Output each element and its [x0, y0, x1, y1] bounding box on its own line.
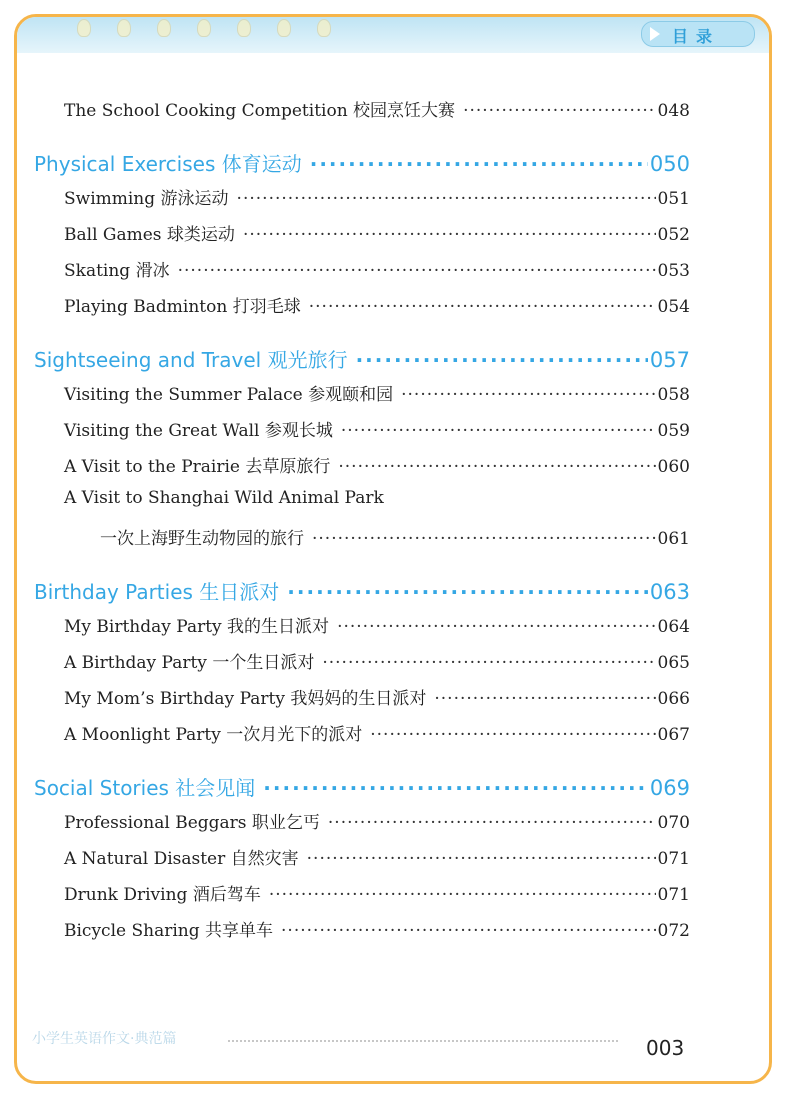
toc-badge-label: 目录	[672, 27, 721, 46]
toc-leader-dots	[401, 385, 655, 405]
toc-entry	[64, 452, 690, 477]
toc-page-number: 067	[657, 725, 690, 745]
toc-badge	[641, 21, 755, 47]
toc-entry-title: 一次上海野生动物园的旅行	[100, 529, 304, 549]
toc-entry-title: A Birthday Party 一个生日派对	[64, 653, 315, 673]
toc-entry	[64, 720, 690, 745]
toc-entry	[64, 612, 690, 637]
toc-entry-title: Visiting the Great Wall 参观长城	[64, 421, 333, 441]
toc-section-title: Sightseeing and Travel 观光旅行	[34, 348, 348, 372]
bulb-icon	[277, 19, 291, 37]
toc-entry	[64, 380, 690, 405]
toc-page-number: 057	[649, 348, 690, 372]
toc-section	[34, 148, 690, 177]
toc-entry-title: Visiting the Summer Palace 参观颐和园	[64, 385, 394, 405]
toc-page-number: 058	[657, 385, 690, 405]
toc-leader-dots	[269, 885, 656, 905]
toc-entry-title: A Natural Disaster 自然灾害	[64, 849, 299, 869]
toc-entry	[100, 524, 690, 549]
toc-page-number: 072	[657, 921, 690, 941]
toc-entry	[64, 292, 690, 317]
toc-page-number: 060	[657, 457, 690, 477]
toc-leader-dots	[309, 297, 656, 317]
toc-leader-dots	[263, 776, 648, 800]
toc-section	[34, 772, 690, 801]
toc-page-number: 069	[649, 776, 690, 800]
toc-leader-dots	[463, 101, 655, 121]
toc-entry	[64, 916, 690, 941]
toc-entry	[64, 256, 690, 281]
bulb-icon	[117, 19, 131, 37]
toc-entry	[64, 416, 690, 441]
toc-leader-dots	[307, 849, 656, 869]
toc-leader-dots	[356, 348, 648, 372]
toc-page-number: 063	[649, 580, 690, 604]
arrow-icon	[650, 27, 660, 41]
toc-page-number: 061	[657, 529, 690, 549]
bulb-icon	[157, 19, 171, 37]
toc-entry-title: Swimming 游泳运动	[64, 189, 229, 209]
toc-leader-dots	[434, 689, 655, 709]
toc-leader-dots	[312, 529, 656, 549]
footer-page-number: 003	[646, 1036, 685, 1060]
toc-page-number: 064	[657, 617, 690, 637]
toc-entry-title: Playing Badminton 打羽毛球	[64, 297, 301, 317]
toc-entry-title: The School Cooking Competition 校园烹饪大赛	[64, 101, 456, 121]
toc-leader-dots	[243, 225, 656, 245]
toc-leader-dots	[310, 152, 648, 176]
toc-entry-title: Bicycle Sharing 共享单车	[64, 921, 274, 941]
toc-entry	[64, 844, 690, 869]
toc-page-number: 051	[657, 189, 690, 209]
toc-entry	[64, 684, 690, 709]
toc-section	[34, 576, 690, 605]
toc-entry	[64, 96, 690, 121]
toc-entry-title: My Birthday Party 我的生日派对	[64, 617, 330, 637]
bulb-icon	[237, 19, 251, 37]
toc-leader-dots	[338, 457, 655, 477]
toc-page-number: 071	[657, 885, 690, 905]
toc-leader-dots	[281, 921, 656, 941]
toc-page-number: 066	[657, 689, 690, 709]
toc-entry	[64, 880, 690, 905]
bulb-icon	[77, 19, 91, 37]
toc-page-number: 059	[657, 421, 690, 441]
toc-entry-title: Drunk Driving 酒后驾车	[64, 885, 261, 905]
toc-page-number: 054	[657, 297, 690, 317]
toc-leader-dots	[237, 189, 656, 209]
bulb-icon	[317, 19, 331, 37]
toc-page-number: 053	[657, 261, 690, 281]
toc-entry-title: A Visit to the Prairie 去草原旅行	[64, 457, 331, 477]
toc-page-number: 048	[657, 101, 690, 121]
toc-leader-dots	[322, 653, 655, 673]
toc-entry	[64, 808, 690, 833]
toc-section	[34, 344, 690, 373]
toc-leader-dots	[337, 617, 655, 637]
toc-page-number: 065	[657, 653, 690, 673]
footer-book-title: 小学生英语作文·典范篇	[32, 1031, 177, 1047]
toc-entry-title: A Moonlight Party 一次月光下的派对	[64, 725, 363, 745]
toc-entry-title: Ball Games 球类运动	[64, 225, 235, 245]
toc-entry-title: Skating 滑冰	[64, 261, 170, 281]
toc-section-title: Physical Exercises 体育运动	[34, 152, 302, 176]
toc-section-title: Birthday Parties 生日派对	[34, 580, 280, 604]
toc-page-number: 070	[657, 813, 690, 833]
toc-entry	[64, 648, 690, 673]
toc-entry-title: Professional Beggars 职业乞丐	[64, 813, 320, 833]
toc-entry-title-line: A Visit to Shanghai Wild Animal Park	[64, 488, 384, 508]
toc-leader-dots	[178, 261, 656, 281]
toc-page-number: 071	[657, 849, 690, 869]
bulb-icon	[197, 19, 211, 37]
toc-page-number: 052	[657, 225, 690, 245]
toc-leader-dots	[287, 580, 648, 604]
toc-entry-title: My Mom’s Birthday Party 我妈妈的生日派对	[64, 689, 427, 709]
toc-entry	[64, 220, 690, 245]
toc-leader-dots	[328, 813, 656, 833]
toc-entry	[64, 184, 690, 209]
header-band	[17, 17, 769, 53]
toc-leader-dots	[341, 421, 656, 441]
toc-section-title: Social Stories 社会见闻	[34, 776, 256, 800]
footer-dotted-line	[228, 1040, 618, 1042]
toc-page-number: 050	[649, 152, 690, 176]
toc-leader-dots	[370, 725, 655, 745]
